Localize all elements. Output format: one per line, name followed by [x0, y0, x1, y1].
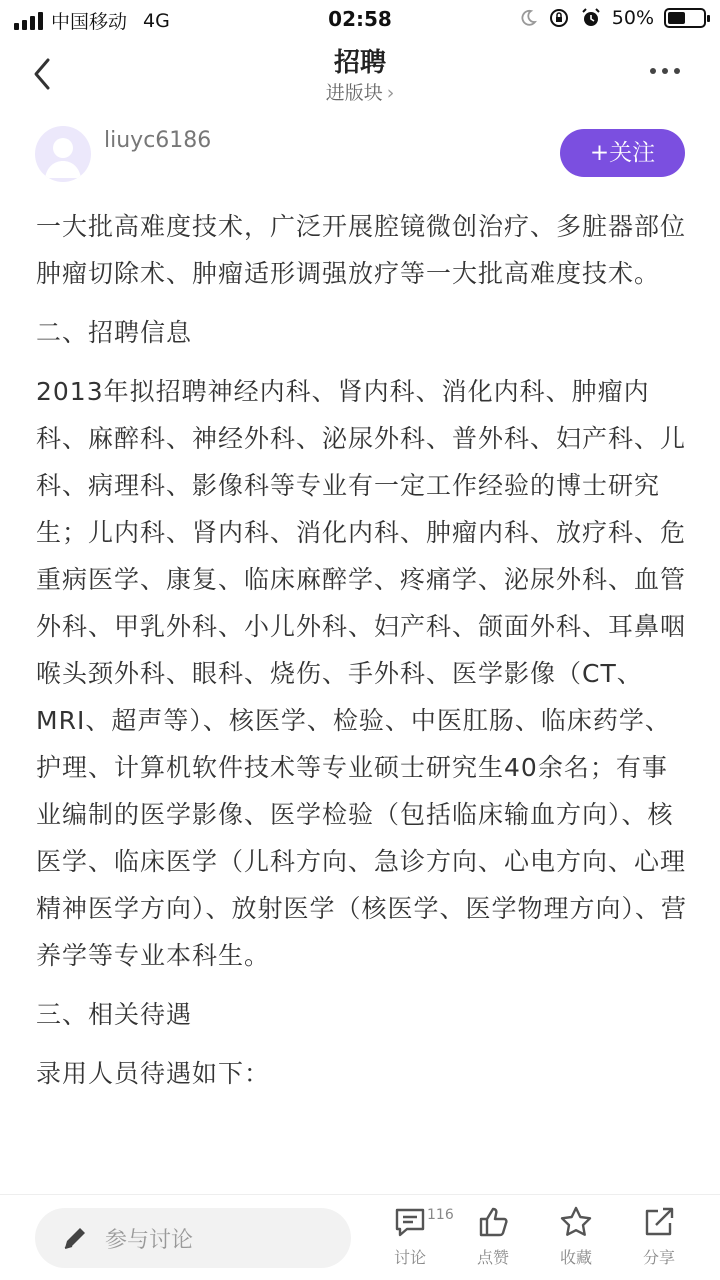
paragraph: 录用人员待遇如下： — [36, 1059, 271, 1088]
share-icon — [642, 1205, 676, 1239]
discuss-label: 讨论 — [393, 1248, 426, 1267]
star-icon — [559, 1205, 593, 1239]
battery-percent: 50% — [611, 7, 654, 29]
like-button[interactable] — [458, 1205, 528, 1268]
author-row — [0, 122, 720, 182]
network-type: 4G — [143, 9, 170, 32]
alarm-icon — [580, 7, 602, 29]
pen-icon — [61, 1224, 89, 1252]
favorite-label: 收藏 — [559, 1248, 592, 1267]
moon-icon — [518, 8, 538, 28]
share-button[interactable] — [624, 1205, 694, 1268]
status-right — [518, 7, 706, 29]
enter-board-link[interactable] — [0, 78, 720, 105]
username[interactable]: liuyc6186 — [104, 128, 212, 153]
like-label: 点赞 — [476, 1248, 509, 1267]
avatar[interactable] — [35, 126, 91, 182]
discuss-count: 116 — [427, 1207, 454, 1223]
follow-button[interactable]: +关注 — [560, 129, 685, 177]
more-button[interactable] — [650, 68, 680, 74]
share-label: 分享 — [642, 1248, 675, 1267]
enter-board-label: 进版块 — [325, 82, 383, 104]
thumbs-up-icon — [476, 1205, 510, 1239]
discuss-button[interactable] — [375, 1205, 454, 1268]
more-icon — [650, 68, 656, 74]
status-bar — [0, 0, 720, 38]
top-nav — [0, 38, 720, 110]
chat-icon — [393, 1205, 427, 1239]
section-heading: 三、相关待遇 — [36, 1000, 193, 1029]
battery-icon — [664, 8, 706, 28]
paragraph: 2013年拟招聘神经内科、肾内科、消化内科、肿瘤内科、麻醉科、神经外科、泌尿外科、普外科、妇产科、儿科、病理科、影像科等专业有一定工作经验的博士研究生；儿内科、肾内科、消化内科、肿瘤内科、放疗科、危重病医学、康复、临床麻醉学、疼痛学、泌尿外科、血管外科、甲乳外科、小儿外科、妇产科、颌面外科、耳鼻咽喉头颈外科、眼科、烧伤、手外科、医学影像（CT、MRI、超声等）、核医学、检验、中医肛肠、临床药学、护理、计算机软件技术等专业硕士研究生40余名；有事业编制的医学影像、医学检验（包括临床输血方向）、核医学、临床医学（儿科方向、急诊方向、心电方向、心理精神医学方向）、放射医学（核医学、医学物理方向）、营养学等专业本科生。 — [36, 377, 688, 970]
page-title: 招聘 — [333, 48, 386, 78]
favorite-button[interactable] — [541, 1205, 611, 1268]
carrier-name: 中国移动 — [51, 11, 128, 33]
status-time: 02:58 — [328, 7, 392, 31]
chevron-right-icon: › — [386, 82, 395, 104]
section-heading: 二、招聘信息 — [36, 318, 193, 347]
bottom-action-bar — [0, 1194, 720, 1280]
default-avatar-icon — [35, 126, 91, 182]
lock-rotation-icon — [548, 7, 570, 29]
post-content — [36, 203, 688, 1109]
paragraph: 一大批高难度技术，广泛开展腔镜微创治疗、多脏器部位肿瘤切除术、肿瘤适形调强放疗等一大批高难度技术。 — [36, 212, 687, 288]
comment-input[interactable] — [35, 1208, 351, 1268]
comment-placeholder: 参与讨论 — [105, 1228, 194, 1253]
